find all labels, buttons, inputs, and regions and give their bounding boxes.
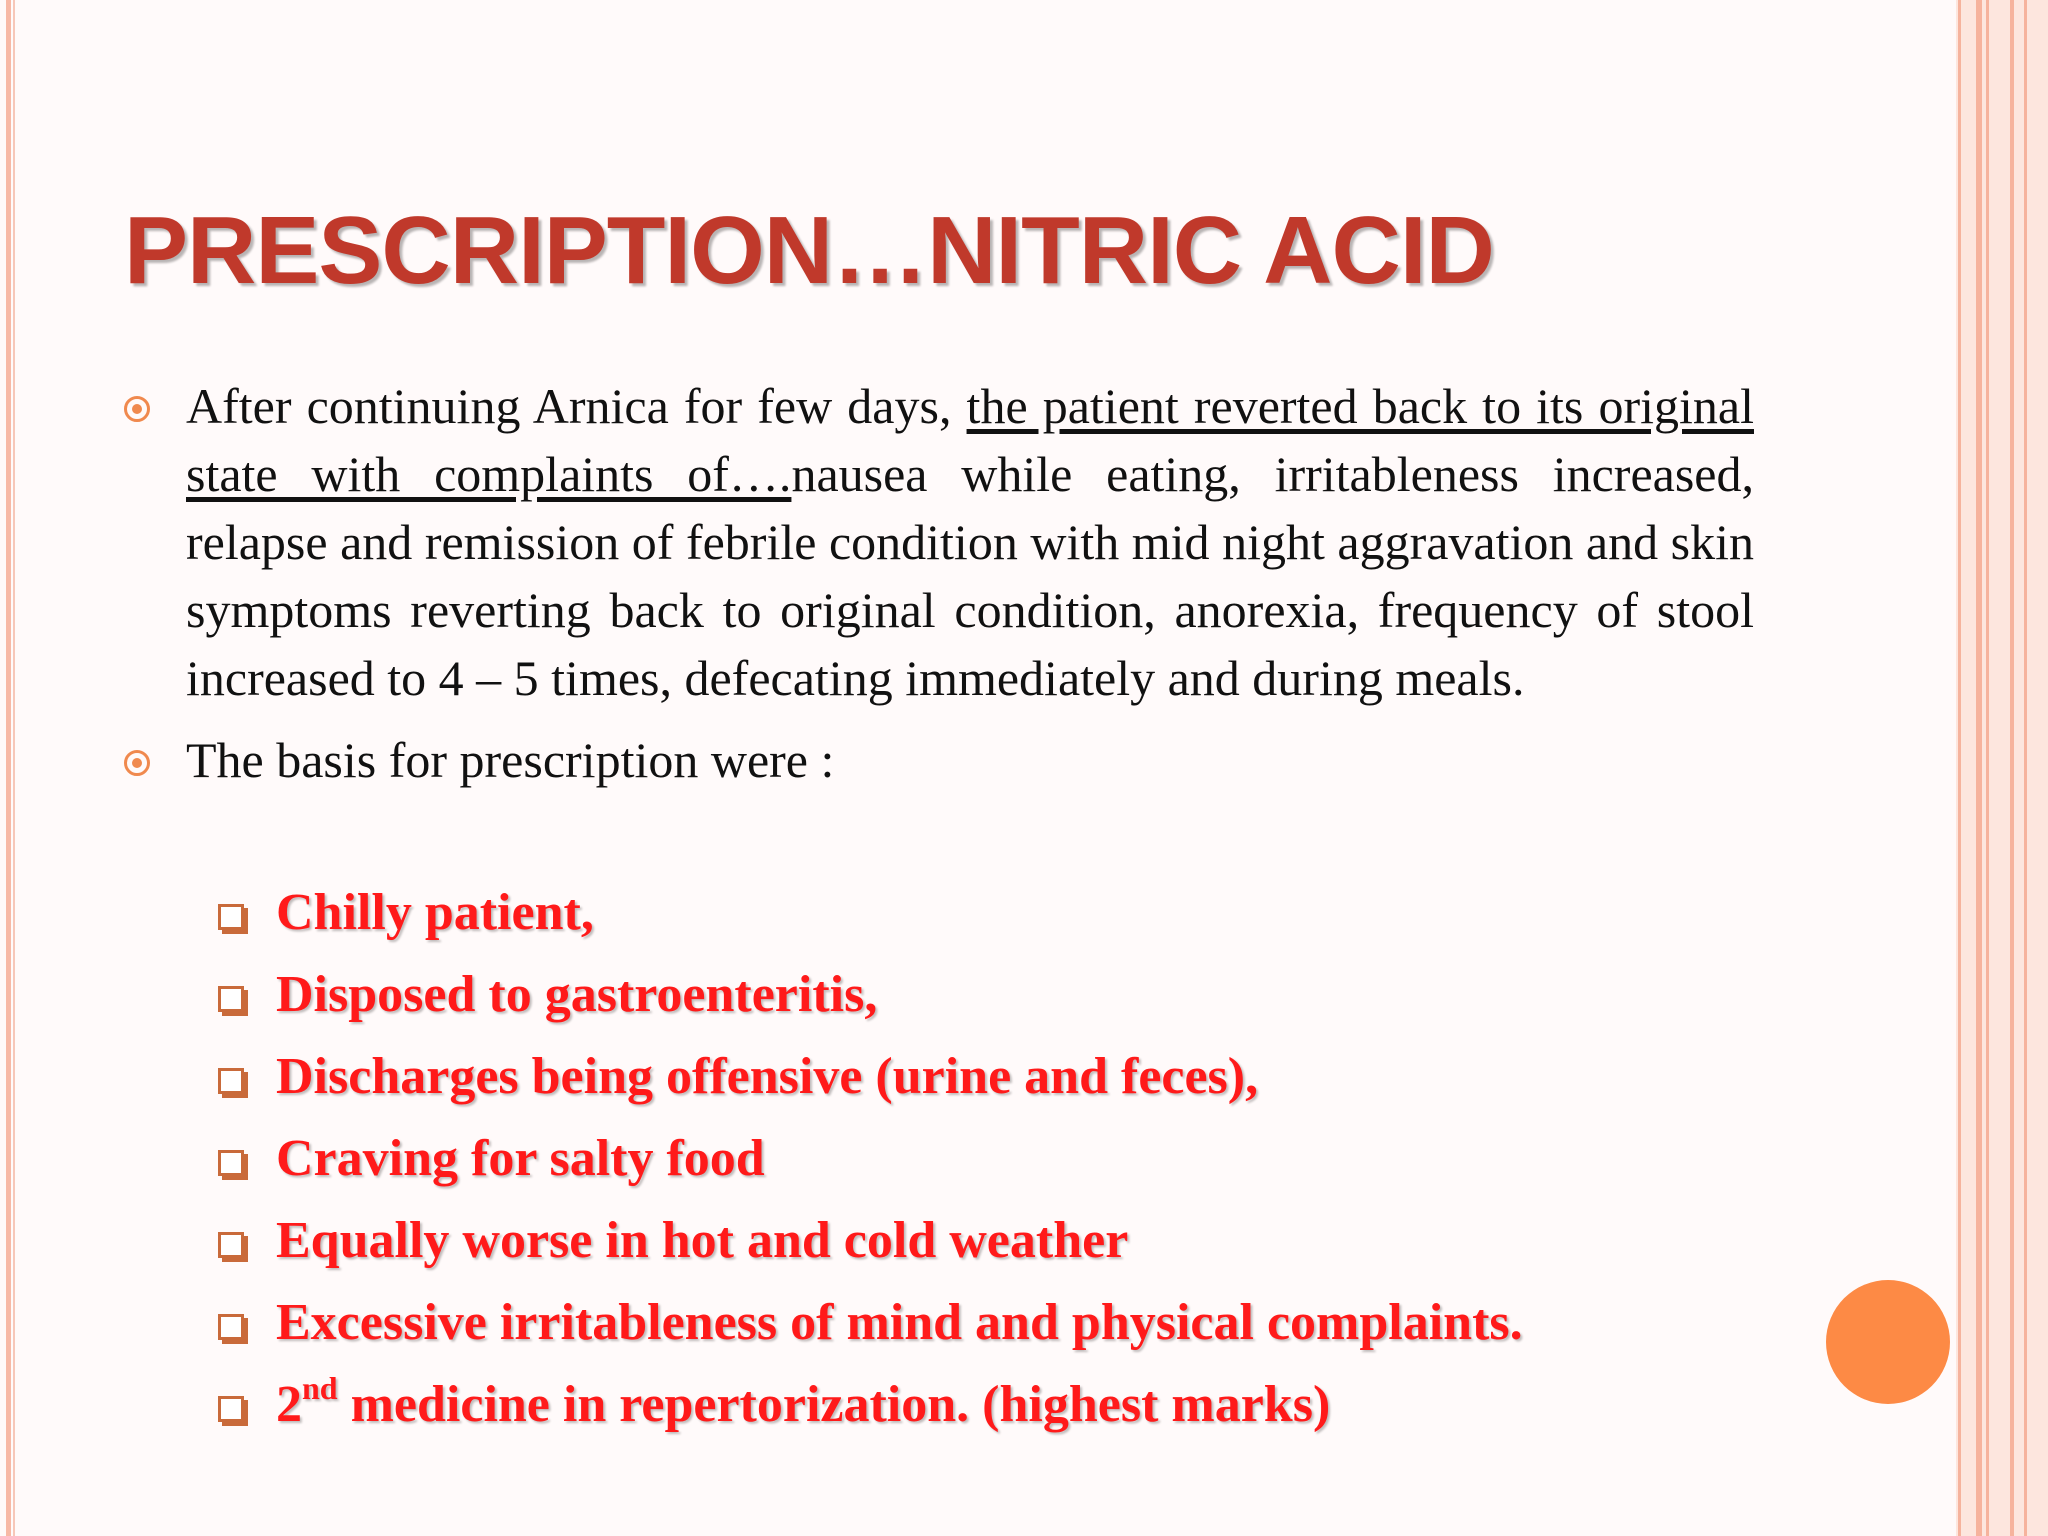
left-border-stripe-thin: [13, 0, 15, 1536]
basis-item-text: Excessive irritableness of mind and physical complaints.: [276, 1294, 1523, 1351]
basis-item-text: Discharges being offensive (urine and feces),: [276, 1048, 1259, 1105]
basis-item-text: Equally worse in hot and cold weather: [276, 1212, 1129, 1269]
basis-item-text: Chilly patient,: [276, 884, 594, 941]
right-decor-line: [1986, 0, 1989, 1536]
basis-item-number: 2: [276, 1376, 302, 1433]
basis-item: [214, 1118, 1523, 1200]
checkbox-bullet-icon: [218, 904, 244, 930]
bullet-text-prefix: After continuing Arnica for few days,: [186, 378, 967, 434]
bullet-text-suffix: nausea while eating, irritableness increased, relapse and remission of febrile condition with mid night aggravation and skin symptoms reverting back to original condition, anorexia, frequency of stool increased to 4 – 5 times, defecating immediately and during meals.: [186, 446, 1754, 706]
circle-bullet-icon: [124, 750, 150, 776]
basis-item-superscript: nd: [302, 1370, 338, 1406]
right-decor-line: [1958, 0, 1961, 1536]
bullet-list: [124, 372, 1754, 794]
checkbox-bullet-icon: [218, 1068, 244, 1094]
basis-list: [214, 872, 1523, 1446]
right-decor-band: [1956, 0, 2048, 1536]
checkbox-bullet-icon: [218, 986, 244, 1012]
basis-item-text: Craving for salty food: [276, 1130, 765, 1187]
right-decor-line: [1976, 0, 1982, 1536]
bullet-text: The basis for prescription were :: [186, 732, 835, 788]
accent-circle: [1826, 1280, 1950, 1404]
basis-item-text: Disposed to gastroenteritis,: [276, 966, 878, 1023]
checkbox-bullet-icon: [218, 1150, 244, 1176]
checkbox-bullet-icon: [218, 1396, 244, 1422]
checkbox-bullet-icon: [218, 1314, 244, 1340]
checkbox-bullet-icon: [218, 1232, 244, 1258]
basis-item: [214, 1036, 1523, 1118]
right-decor-line: [2024, 0, 2027, 1536]
circle-bullet-icon: [124, 396, 150, 422]
basis-item: [214, 1282, 1523, 1364]
basis-item: [214, 954, 1523, 1036]
right-decor-line: [2010, 0, 2014, 1536]
bullet-text-underlined: the patient reverted back to its original state with complaints of….: [186, 378, 1754, 502]
slide-title: PRESCRIPTION…NITRIC ACID: [124, 197, 1494, 304]
bullet-item: [124, 726, 1754, 794]
basis-item-text: medicine in repertorization. (highest marks): [337, 1376, 1331, 1433]
left-border-stripe: [6, 0, 11, 1536]
bullet-item: [124, 372, 1754, 712]
basis-item: [214, 1364, 1523, 1446]
basis-item: [214, 872, 1523, 954]
basis-item: [214, 1200, 1523, 1282]
